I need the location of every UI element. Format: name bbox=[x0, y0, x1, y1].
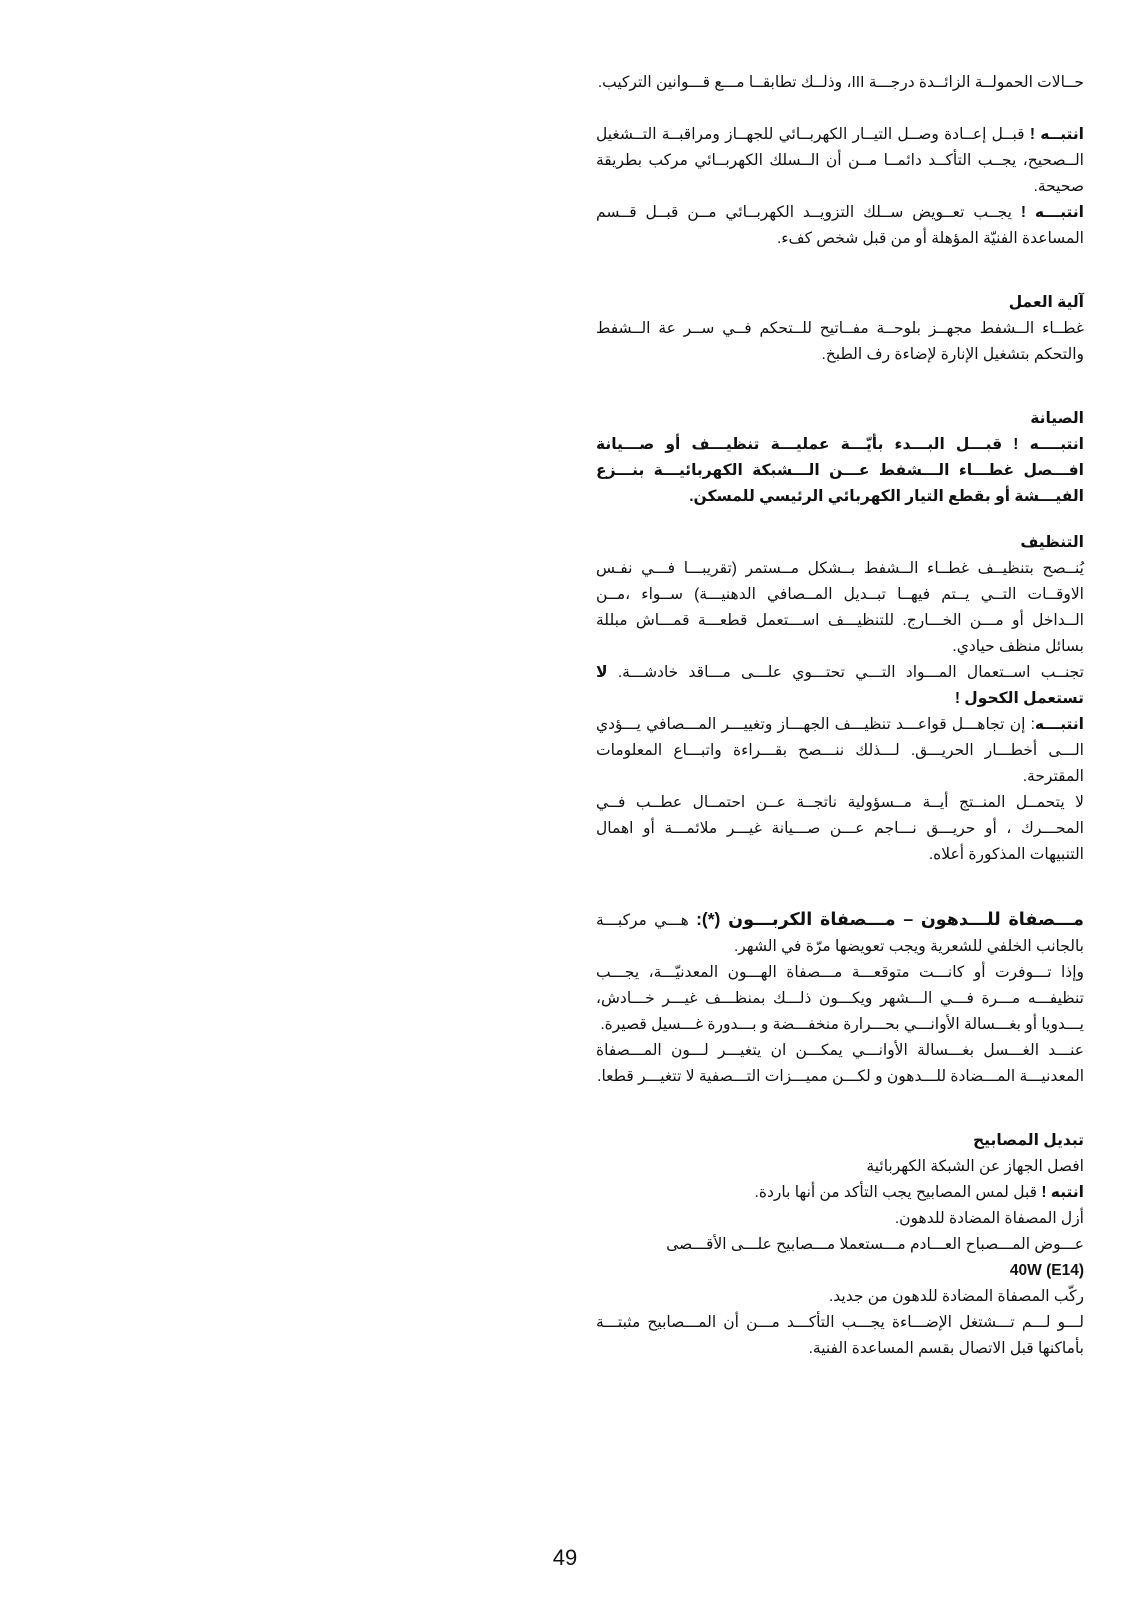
cleaning-text: تجنــب اســتعمال المـــواد التـــي تحتـــوي علـــى مـــاقد خادشـــة. bbox=[607, 664, 1084, 681]
lamp-spec bbox=[596, 1258, 1084, 1284]
maintenance-heading: الصيانة bbox=[1030, 410, 1084, 427]
cleaning-paragraph-1: يُنــصح بتنظيــف غطــاء الــشفط بــشكل مــستمر (تقريبـــا فـــي نفـس الاوقــات التــي يــتم فيهــا تبــديل المــصافي الدهنيـــة) ســواء ،مــن الــداخل أو مـــن الخـــارج. للتنظيـــف اســـتعمل قطعـــة قمـــاش مبللة بسائل منظف حيادي. bbox=[596, 560, 1084, 655]
warning-text: قبــل إعــادة وصــل التيــار الكهربــائي للجهــاز ومراقبــة التــشغيل الــصحيح، يجــب التأكــد دائمــا مــن أن الــسلك الكهربــائي مركب بطريقة صحيحة. bbox=[596, 126, 1084, 195]
no-alcohol-note: لا تستعمل الكحول ! bbox=[596, 664, 1084, 707]
warning-label: انتبـــه ! bbox=[1020, 204, 1084, 221]
warning-cable bbox=[596, 200, 1084, 252]
cleaning-heading: التنظيف bbox=[1020, 534, 1084, 551]
mechanism-paragraph: غطــاء الــشفط مجهــز بلوحــة مفــاتيح للــتحكم فــي ســر عة الــشفط والتحكم بتشغيل الإنارة لإضاءة رف الطبخ. bbox=[596, 320, 1084, 363]
lamps-heading: تبديل المصابيح bbox=[973, 1132, 1084, 1149]
cleaning-paragraph-2 bbox=[596, 660, 1084, 712]
maintenance-warning: انتبــــه ! قبـــل البـــدء بأيّـــة عمليـــة تنظيـــف أو صـــيانة افـــصل غطـــاء الـــشفط عـــن الـــشبكة الكهربائيـــة بنـــزع الفيـــشة أو بقطع التيار الكهربائي الرئيسي للمسكن. bbox=[596, 436, 1084, 505]
filter-paragraph-3: عنـــد الغـــسل بغـــسالة الأوانـــي يمكـــن ان يتغيـــر لـــون المـــصفاة المعدنيـــة المـــضادة للـــدهون و لكـــن مميـــزات التـــصفية لا تتغيـــر قطعا. bbox=[596, 1042, 1084, 1085]
filter-heading: مـــصفاة للـــدهون – مـــصفاة الكربـــون (*): bbox=[696, 909, 1084, 929]
mechanism-heading: آلية العمل bbox=[1008, 294, 1084, 311]
lamps-step-6: لـــو لـــم تـــشتغل الإضـــاءة يجـــب التأكـــد مـــن أن المـــصابيح مثبتـــة بأماكنها قبل الاتصال بقسم المساعدة الفنية. bbox=[596, 1314, 1084, 1357]
warning-label: انتبه ! bbox=[1041, 1184, 1084, 1201]
filter-paragraph-1 bbox=[596, 906, 1084, 960]
warning-text: يجــب تعــويض ســلك التزويــد الكهربــائي مــن قبــل قــسم المساعدة الفنيّة المؤهلة أو من قبل شخص كفء. bbox=[596, 204, 1084, 247]
warning-label: انتبـــه bbox=[1034, 716, 1084, 733]
cleaning-paragraph-3 bbox=[596, 712, 1084, 790]
lamps-step-1: افصل الجهاز عن الشبكة الكهربائية bbox=[866, 1158, 1084, 1175]
page-number: 49 bbox=[552, 1545, 578, 1570]
warning-reconnect bbox=[596, 122, 1084, 200]
cleaning-paragraph-4: لا يتحمــل المنــتج أيــة مــسؤولية ناتجــة عــن احتمــال عطــب فــي المحـــرك ، أو حريـــق نـــاجم عـــن صـــيانة غيـــر ملائمـــة أو اهمال التنبيهات المذكورة أعلاه. bbox=[596, 794, 1084, 863]
lamps-warning bbox=[596, 1180, 1084, 1206]
warning-text: : إن تجاهـــل قواعـــد تنظيـــف الجهـــاز وتغييـــر المـــصافي يـــؤدي الـــى أخطـــار الحريـــق. لـــذلك ننـــصح بقـــراءة واتبـــاع المعلومات المقترحة. bbox=[596, 716, 1084, 785]
page-content bbox=[596, 70, 1084, 1362]
filter-text: هـــي مركبـــة بالجانب الخلفي للشعرية ويجب تعويضها مرّة في الشهر. bbox=[596, 912, 1084, 955]
lamp-wattage: 40W (E14) bbox=[1009, 1262, 1084, 1279]
lamps-step-4: عـــوض المـــصباح العـــادم مـــستعملا مـــصابيح علـــى الأقـــصى bbox=[666, 1236, 1084, 1253]
lamps-step-5: ركّب المصفاة المضادة للدهون من جديد. bbox=[828, 1288, 1084, 1305]
intro-paragraph: حــالات الحمولــة الزائــدة درجـــة III، وذلــك تطابقــا مـــع قـــوانين التركيب. bbox=[597, 74, 1084, 91]
warning-text: قبل لمس المصابيح يجب التأكد من أنها باردة. bbox=[754, 1184, 1042, 1201]
lamps-step-3: أزل المصفاة المضادة للدهون. bbox=[894, 1210, 1084, 1227]
warning-label: انتبــه ! bbox=[1029, 126, 1084, 143]
filter-paragraph-2: وإذا تـــوفرت أو كانـــت متوقعـــة مـــصفاة الهـــون المعدنيّـــة، يجـــب تنظيفـــه مـــرة فـــي الـــشهر ويكـــون ذلـــك بمنظـــف غيـــر خـــادش، يـــدويا أو بغـــسالة الأوانـــي بحـــرارة منخفـــضة و بـــدورة غـــسيل قصيرة. bbox=[596, 964, 1084, 1033]
